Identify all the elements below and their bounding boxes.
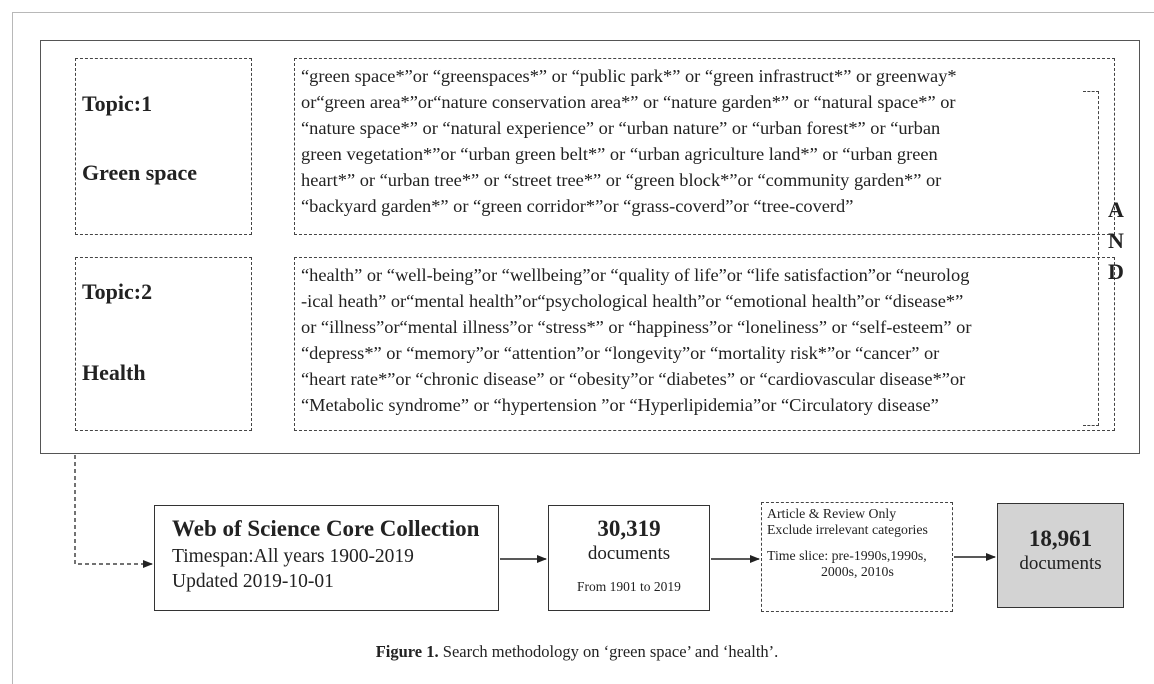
topic-2-term-line: “Metabolic syndrome” or “hypertension ”or “Hyperlipidemia”or “Circulatory disease”: [301, 395, 939, 415]
panel-to-database-arrow: [75, 455, 152, 564]
topic-1-term-line: “green space*”or “greenspaces*” or “public park*” or “green infrastruct*” or greenway*: [301, 66, 957, 86]
topic-2-name: Health: [82, 360, 146, 385]
and-letter: N: [1108, 228, 1124, 253]
filter-line: Exclude irrelevant categories: [767, 522, 928, 537]
database-timespan: Timespan:All years 1900-2019: [172, 546, 414, 567]
topic-2-term-line: -ical heath” or“mental health”or“psychological health”or “emotional health”or “disease*”: [301, 291, 964, 311]
topic-1-term-line: green vegetation*”or “urban green belt*” or “urban agriculture land*” or “urban green: [301, 144, 938, 164]
topic-1-name: Green space: [82, 160, 198, 185]
topic-2-label: Topic:2: [82, 279, 153, 304]
topic-2-term-line: “heart rate*”or “chronic disease” or “obesity”or “diabetes” or “cardiovascular disease*”or: [301, 369, 966, 389]
topic-2-term-line: or “illness”or“mental illness”or “stress*” or “happiness”or “loneliness” or “self-esteem” or: [301, 317, 972, 337]
topic-1-term-line: heart*” or “urban tree*” or “street tree*” or “green block*”or “community garden*” or: [301, 170, 942, 190]
and-letter: D: [1108, 259, 1124, 284]
database-updated: Updated 2019-10-01: [172, 571, 334, 592]
time-slice-line: Time slice: pre-1990s,1990s,: [767, 548, 927, 563]
final-unit: documents: [1019, 553, 1102, 574]
caption-label: Figure 1.: [375, 642, 439, 661]
topic-1-term-line: or“green area*”or“nature conservation area*” or “nature garden*” or “natural space*” or: [301, 92, 956, 112]
caption-text: Search methodology on ‘green space’ and ‘health’.: [438, 642, 779, 661]
time-slice-line: 2000s, 2010s: [821, 564, 894, 579]
topic-2-term-line: “health” or “well-being”or “wellbeing”or “quality of life”or “life satisfaction”or “neurolog: [301, 265, 970, 285]
topic-1-label: Topic:1: [82, 91, 153, 116]
final-count: 18,961: [1028, 526, 1093, 551]
topic-1-term-line: “nature space*” or “natural experience” or “urban nature” or “urban forest*” or “urban: [301, 118, 941, 138]
figure-caption: [0, 642, 1154, 662]
database-title: Web of Science Core Collection: [172, 516, 480, 541]
and-letter: A: [1108, 197, 1124, 222]
topic-1-term-line: “backyard garden*” or “green corridor*”or “grass-coverd”or “tree-coverd”: [301, 196, 854, 216]
initial-unit: documents: [587, 543, 671, 564]
topic-2-term-line: “depress*” or “memory”or “attention”or “longevity”or “mortality risk*”or “cancer” or: [301, 343, 940, 363]
initial-note: From 1901 to 2019: [577, 579, 681, 594]
filter-line: Article & Review Only: [767, 506, 897, 521]
initial-count: 30,319: [597, 516, 661, 541]
